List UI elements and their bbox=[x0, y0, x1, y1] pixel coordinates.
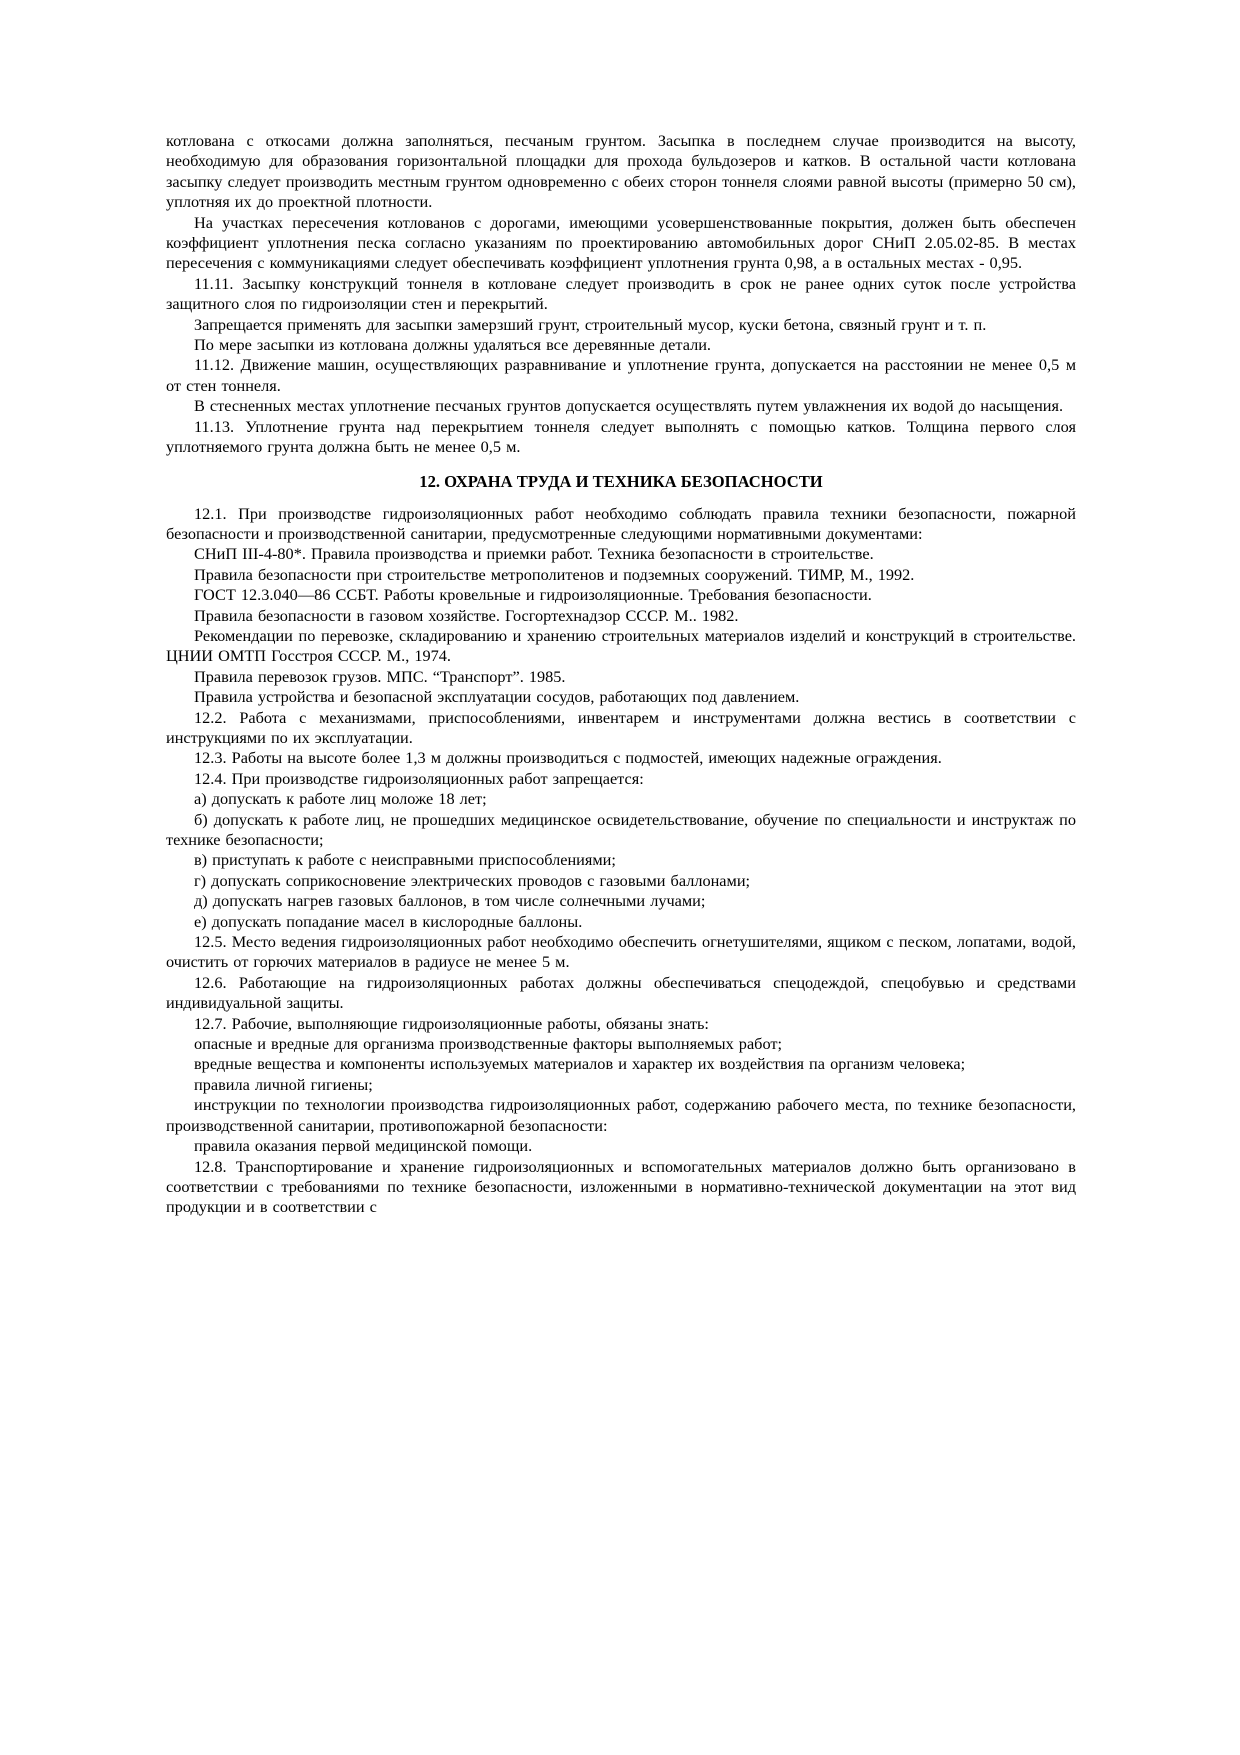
paragraph: вредные вещества и компоненты используемых материалов и характер их воздействия па организм человека; bbox=[194, 1054, 966, 1074]
paragraph: 12.2. Работа с механизмами, приспособлениями, инвентарем и инструментами должна вестись в соответствии с инструкциями по их эксплуатации. bbox=[166, 707, 1076, 747]
paragraph: 12.6. Работающие на гидроизоляционных работах должны обеспечиваться спецодеждой, спецобувью и средствами индивидуальной защиты. bbox=[166, 972, 1076, 1013]
paragraph: котлована с откосами должна заполняться, песчаным грунтом. Засыпка в последнем случае производится на высоту, необходимую для образования горизонтальной площадки для прохода бульдозеров и катков. В остальной части котлована засыпку следует производить местным грунтом одновременно с обеих сторон тоннеля слоями равной высоты (примерно 50 см), уплотняя их до проектной плотности. bbox=[166, 131, 1076, 212]
paragraph: правила оказания первой медицинской помощи. bbox=[194, 1136, 533, 1156]
paragraph: правила личной гигиены; bbox=[194, 1074, 373, 1094]
paragraph: Рекомендации по перевозке, складированию и хранению строительных материалов изделий и конструкций в строительстве. ЦНИИ ОМТП Госстроя СССР. М., 1974. bbox=[166, 625, 1076, 666]
paragraph: 12.1. При производстве гидроизоляционных работ необходимо соблюдать правила техники безопасности, пожарной безопасности и производственной санитарии, предусмотренные следующими нормативными документами: bbox=[166, 503, 1076, 543]
text-content bbox=[166, 131, 1076, 1218]
paragraph: 12.5. Место ведения гидроизоляционных работ необходимо обеспечить огнетушителями, ящиком с песком, лопатами, водой, очистить от горючих материалов в радиусе не менее 5 м. bbox=[166, 932, 1076, 972]
paragraph: По мере засыпки из котлована должны удаляться все деревянные детали. bbox=[194, 335, 712, 355]
paragraph: г) допускать соприкосновение электрических проводов с газовыми баллонами; bbox=[194, 870, 751, 890]
paragraph: Правила устройства и безопасной эксплуатации сосудов, работающих под давлением. bbox=[194, 687, 800, 707]
paragraph: Правила перевозок грузов. МПС. “Транспорт”. 1985. bbox=[194, 666, 566, 686]
paragraph: 12.7. Рабочие, выполняющие гидроизоляционные работы, обязаны знать: bbox=[194, 1013, 709, 1033]
paragraph: На участках пересечения котлованов с дорогами, имеющими усовершенствованные покрытия, должен быть обеспечен коэффициент уплотнения песка согласно указаниям по проектированию автомобильных дорог СНиП 2.05.02-85. В местах пересечения с коммуникациями следует обеспечивать коэффициент уплотнения грунта 0,98, а в остальных местах - 0,95. bbox=[166, 212, 1076, 273]
paragraph: б) допускать к работе лиц, не прошедших медицинское освидетельствование, обучение по специальности и инструктаж по технике безопасности; bbox=[166, 809, 1076, 849]
paragraph: в) приступать к работе с неисправными приспособлениями; bbox=[194, 850, 616, 870]
paragraph: е) допускать попадание масел в кислородные баллоны. bbox=[194, 911, 583, 931]
paragraph: 12.4. При производстве гидроизоляционных работ запрещается: bbox=[194, 768, 644, 788]
paragraph: 12.3. Работы на высоте более 1,3 м должны производиться с подмостей, имеющих надежные ограждения. bbox=[194, 748, 942, 768]
paragraph: Правила безопасности в газовом хозяйстве. Госгортехнадзор СССР. М.. 1982. bbox=[194, 605, 739, 625]
paragraph: опасные и вредные для организма производственные факторы выполняемых работ; bbox=[194, 1034, 783, 1054]
paragraph: д) допускать нагрев газовых баллонов, в том числе солнечными лучами; bbox=[194, 891, 706, 911]
paragraph: 11.13. Уплотнение грунта над перекрытием тоннеля следует выполнять с помощью катков. Толщина первого слоя уплотняемого грунта должна быть не менее 0,5 м. bbox=[166, 416, 1076, 457]
paragraph: Запрещается применять для засыпки замерзший грунт, строительный мусор, куски бетона, связный грунт и т. п. bbox=[194, 314, 987, 334]
section-heading: 12. ОХРАНА ТРУДА И ТЕХНИКА БЕЗОПАСНОСТИ bbox=[419, 471, 823, 491]
paragraph: СНиП III-4-80*. Правила производства и приемки работ. Техника безопасности в строительстве. bbox=[194, 544, 874, 564]
paragraph: 11.11. Засыпку конструкций тоннеля в котловане следует производить в срок не ранее одних суток после устройства защитного слоя по гидроизоляции стен и перекрытий. bbox=[166, 273, 1076, 314]
paragraph: Правила безопасности при строительстве метрополитенов и подземных сооружений. ТИМР, М., 1992. bbox=[194, 564, 915, 584]
paragraph: 12.8. Транспортирование и хранение гидроизоляционных и вспомогательных материалов должно быть организовано в соответствии с требованиями по технике безопасности, изложенными в нормативно-технической документации на этот вид продукции и в соответствии с bbox=[166, 1156, 1076, 1217]
paragraph: инструкции по технологии производства гидроизоляционных работ, содержанию рабочего места, по технике безопасности, производственной санитарии, противопожарной безопасности: bbox=[166, 1095, 1076, 1135]
paragraph: а) допускать к работе лиц моложе 18 лет; bbox=[194, 789, 487, 809]
paragraph: 11.12. Движение машин, осуществляющих разравнивание и уплотнение грунта, допускается на расстоянии не менее 0,5 м от стен тоннеля. bbox=[166, 355, 1076, 395]
paragraph: ГОСТ 12.3.040—86 ССБТ. Работы кровельные и гидроизоляционные. Требования безопасности. bbox=[194, 585, 872, 605]
paragraph: В стесненных местах уплотнение песчаных грунтов допускается осуществлять путем увлажнения их водой до насыщения. bbox=[194, 396, 1064, 416]
